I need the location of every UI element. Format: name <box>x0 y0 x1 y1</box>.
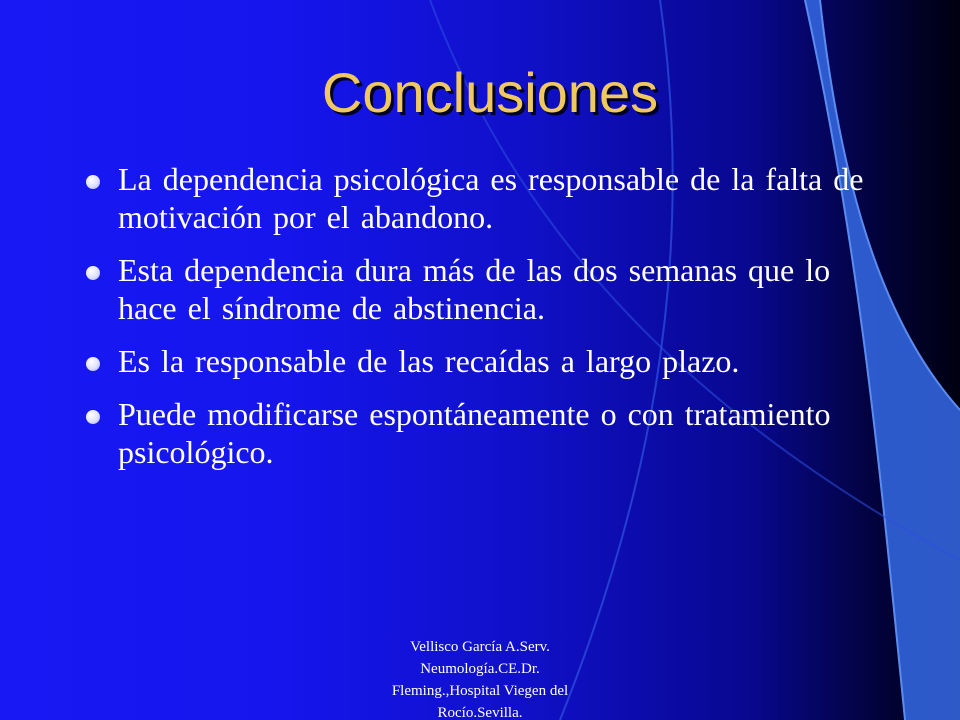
list-item <box>86 395 866 471</box>
bullet-icon <box>86 175 100 189</box>
list-item <box>86 342 866 380</box>
footer-line: Fleming.,Hospital Viegen del <box>391 683 569 699</box>
bullet-icon <box>86 357 100 371</box>
bullet-text: Es la responsable de las recaídas a largo plazo. <box>118 343 740 379</box>
footer-line: Vellisco García A.Serv. <box>410 639 550 655</box>
bullet-text: La dependencia psicológica es responsable de la falta de motivación por el abandono. <box>118 161 864 235</box>
bullet-list <box>86 160 866 486</box>
footer-line: Neumología.CE.Dr. <box>420 661 540 677</box>
list-item <box>86 160 866 236</box>
slide-title: Conclusiones <box>321 61 659 124</box>
footer-line: Rocío.Sevilla. <box>437 705 523 720</box>
bullet-icon <box>86 410 100 424</box>
slide-footer <box>360 636 600 720</box>
bullet-icon <box>86 266 100 280</box>
list-item <box>86 251 866 327</box>
bullet-text: Puede modificarse espontáneamente o con tratamiento psicológico. <box>118 396 831 470</box>
bullet-text: Esta dependencia dura más de las dos semanas que lo hace el síndrome de abstinencia. <box>118 252 831 326</box>
